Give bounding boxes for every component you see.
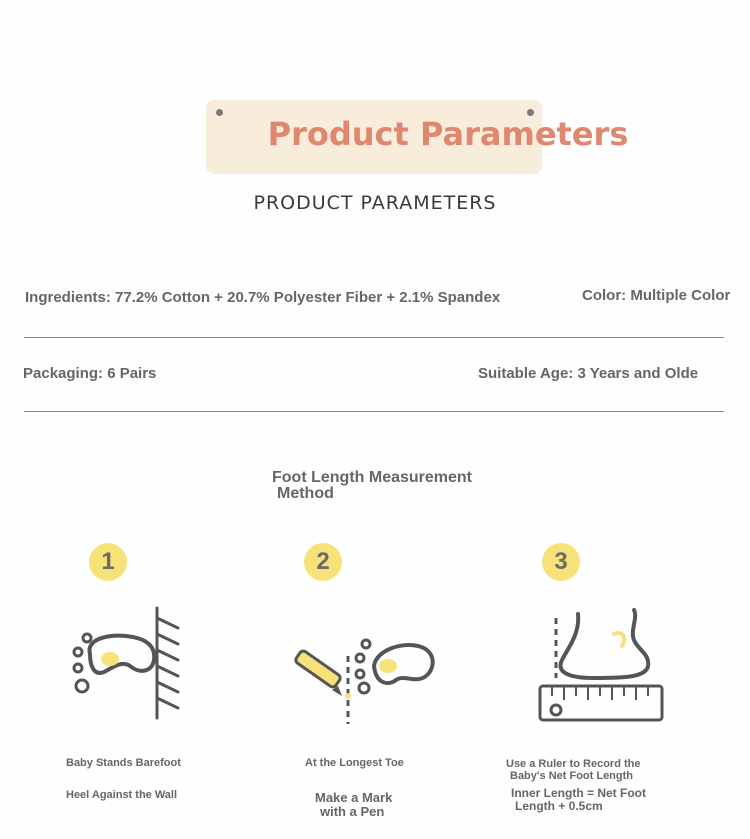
pen-mark-illustration [292, 628, 442, 728]
foot-icon [74, 634, 154, 692]
param-color: Color: Multiple Color [582, 287, 731, 304]
step-number-1: 1 [89, 543, 127, 581]
param-packaging: Packaging: 6 Pairs [23, 365, 157, 382]
page-title: Product Parameters [267, 115, 629, 153]
step-number-3: 3 [542, 543, 580, 581]
divider [24, 337, 724, 338]
page-subtitle: PRODUCT PARAMETERS [253, 192, 497, 214]
wall-icon [157, 608, 178, 718]
step-2-caption-2: Make a Mark with a Pen [315, 790, 393, 819]
step-3-caption-2: Inner Length = Net Foot Length + 0.5cm [511, 786, 646, 813]
pen-icon [294, 650, 342, 696]
method-title: Foot Length Measurement Method [272, 469, 473, 502]
step-1-caption-1: Baby Stands Barefoot [66, 757, 181, 769]
step-2-caption-1: At the Longest Toe [305, 757, 404, 769]
foot-wall-illustration [66, 604, 196, 722]
param-age: Suitable Age: 3 Years and Olde [478, 365, 699, 382]
step-3-caption-1: Use a Ruler to Record the Baby's Net Foot Length [506, 758, 641, 782]
step-1-caption-2: Heel Against the Wall [66, 789, 178, 801]
step-number-2: 2 [304, 543, 342, 581]
divider [24, 411, 724, 412]
ruler-illustration [534, 604, 666, 726]
ruler-icon [540, 686, 662, 720]
foot-icon [356, 640, 433, 693]
param-ingredients: Ingredients: 77.2% Cotton + 20.7% Polyester Fiber + 2.1% Spandex [25, 289, 501, 306]
foot-icon [560, 610, 648, 678]
